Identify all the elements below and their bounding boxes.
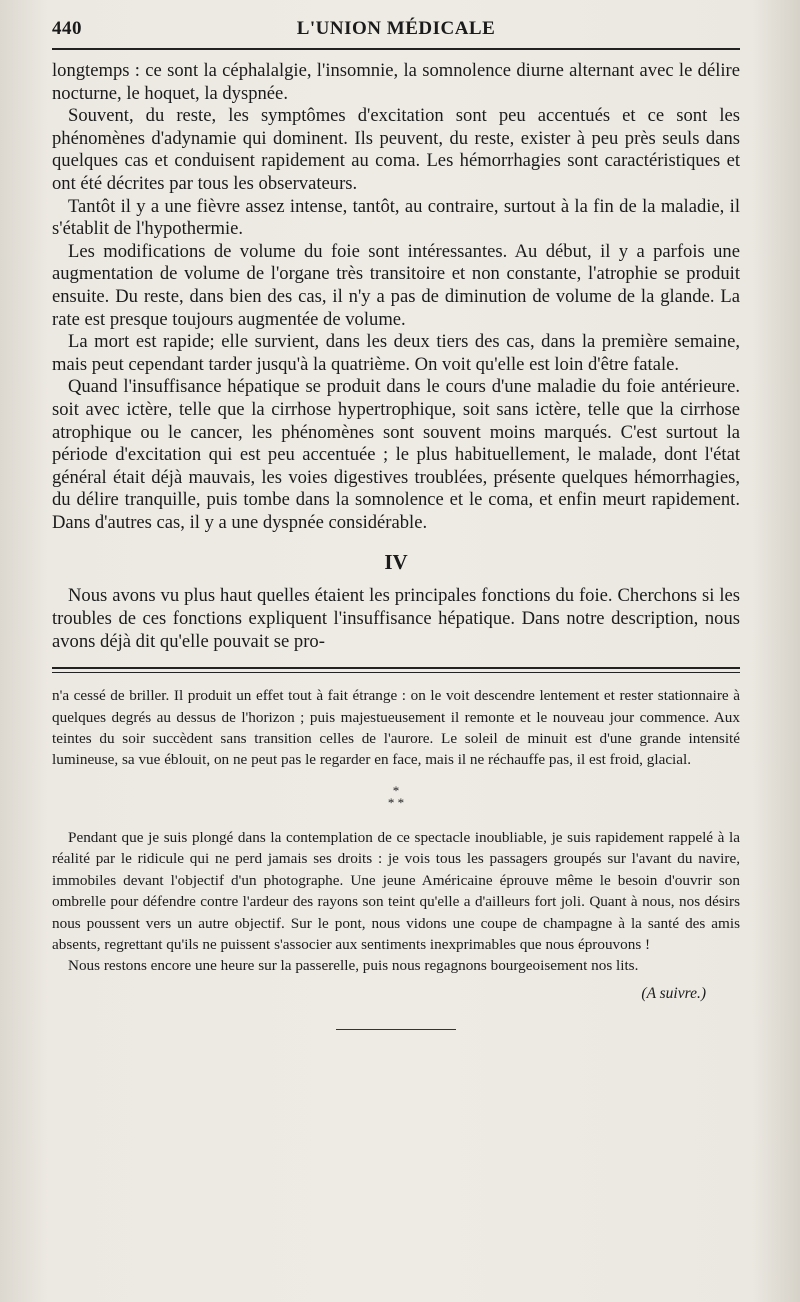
asterism-bottom: * *: [387, 794, 405, 810]
asterism: [52, 782, 740, 810]
asterism-top: *: [392, 782, 400, 798]
section-number: IV: [384, 550, 408, 575]
feuilleton-paragraph: n'a cessé de briller. Il produit un effet tout à fait étrange : on le voit descendre lentement et rester stationnaire à quelques degrés au dessus de l'horizon ; puis majestueusement il remonte et le nouveau jour commence. Aux teintes du soir succèdent sans transition celles de l'aurore. Le soleil de minuit est d'une grande intensité lumineuse, sa vue éblouit, on ne peut pas le regarder en face, mais il ne réchauffe pas, il est froid, glacial.: [52, 687, 740, 769]
paragraph: La mort est rapide; elle survient, dans les deux tiers des cas, dans la première semaine, mais peut cependant tarder jusqu'à la quatrième. On voit qu'elle est loin d'être fatale.: [52, 331, 740, 375]
paragraph: Nous avons vu plus haut quelles étaient les principales fonctions du foie. Cherchons si les troubles de ces fonctions expliquent l'insuffisance hépatique. Dans notre description, nous avons déjà dit qu'elle pouvait se pro-: [52, 585, 740, 652]
feuilleton-paragraph: Pendant que je suis plongé dans la contemplation de ce spectacle inoubliable, je suis rapidement rappelé à la réalité par le ridicule qui ne perd jamais ses droits : je vois tous les passagers groupés sur l'avant du navire, immobiles devant l'objectif d'un photographe. Une jeune Américaine éprouve même le besoin d'ouvrir son ombrelle pour défendre contre l'ardeur des rayons son teint qu'elle a d'ailleurs fort joli. Quant à nous, nos désirs nous poussent vers un autre objectif. Sur le pont, nous vidons une coupe de champagne à la santé des amis absents, regrettant qu'ils ne puissent s'associer aux sentiments inexprimables que nous éprouvons !: [52, 828, 740, 953]
running-title: L'UNION MÉDICALE: [296, 18, 496, 39]
feuilleton-paragraph: Nous restons encore une heure sur la passerelle, puis nous regagnons bourgeoisement nos lits.: [68, 957, 639, 975]
to-be-continued: (A suivre.): [641, 984, 706, 1002]
paragraph: Tantôt il y a une fièvre assez intense, tantôt, au contraire, surtout à la fin de la maladie, il s'établit de l'hypothermie.: [52, 195, 740, 240]
main-text: [52, 60, 740, 653]
end-rule: [336, 1029, 456, 1030]
paragraph: Souvent, du reste, les symptômes d'excitation sont peu accentués et ce sont les phénomènes d'adynamie qui dominent. Ils peuvent, du reste, exister à peu près seuls dans quelques cas et conduisent rapidement au coma. Les hémorrhagies sont caractéristiques et ont été décrites par tous les observateurs.: [52, 105, 740, 194]
paragraph: Les modifications de volume du foie sont intéressantes. Au début, il y a parfois une augmentation de volume de l'organe très transitoire et non constante, l'atrophie se produit ensuite. Du reste, dans bien des cas, il n'y a pas de diminution de volume de la glande. La rate est presque toujours augmentée de volume.: [52, 240, 740, 330]
paragraph: Quand l'insuffisance hépatique se produit dans le cours d'une maladie du foie antérieure. soit avec ictère, telle que la cirrhose hypertrophique, soit sans ictère, telle que la cirrhose atrophique ou le cancer, les phénomènes sont souvent moins marqués. C'est surtout la période d'excitation qui est peu accentuée ; le plus habituellement, le malade, dont l'état général était déjà mauvais, les voies digestives troublées, présente quelques hémorrhagies, du délire tranquille, puis tombe dans la somnolence et le coma, et enfin meurt rapidement. Dans d'autres cas, il y a une dyspnée considérable.: [52, 376, 740, 533]
feuilleton-divider: [52, 667, 740, 673]
paragraph: longtemps : ce sont la céphalalgie, l'insomnie, la somnolence diurne alternant avec le délire nocturne, le hoquet, la dyspnée.: [52, 60, 740, 104]
running-header: [52, 18, 740, 50]
page-number: 440: [52, 18, 82, 39]
feuilleton: [52, 685, 740, 1002]
